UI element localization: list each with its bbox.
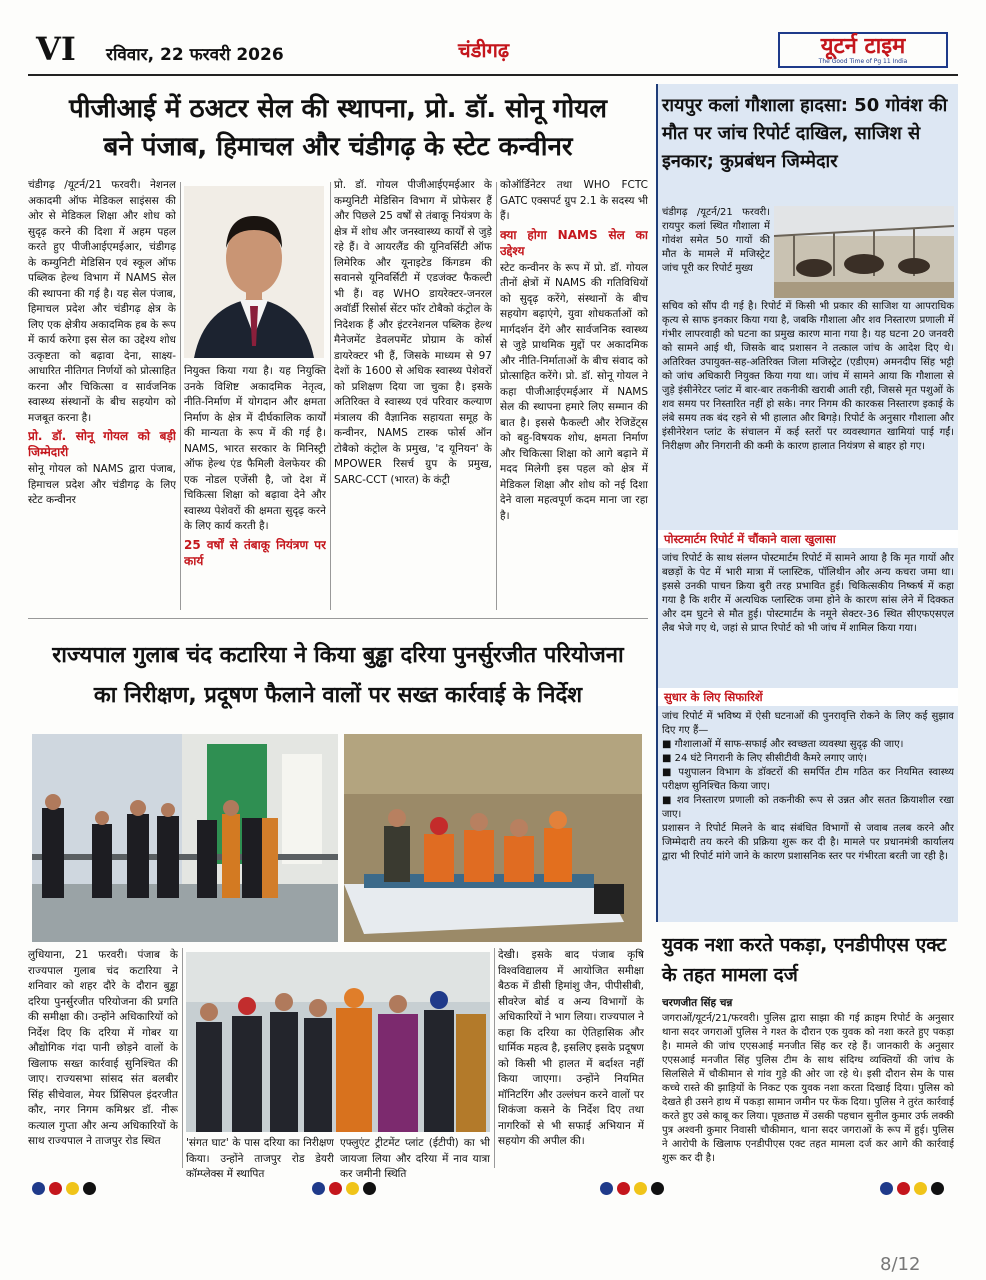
newspaper-logo: यूटर्न टाइम The Good Time of Pg 11 India [778,32,948,68]
story2-column-1: लुधियाना, 21 फरवरी। पंजाब के राज्यपाल गुलाब चंद कटारिया ने शनिवार को शहर दौरे के दौरान बुड्ढा दरिया पुनर्सुरजीत परियोजना की प्रगति की समीक्षा की। उन्होंने अधिकारियों को निर्देश दिए कि दरिया में गोबर या औद्योगिक गंदा पानी छोड़ने वालों के खिलाफ सख्त कार्रवाई सुनिश्चित की जाए। राज्यसभा सांसद संत बलबीर सिंह सीचेवाल, मेयर प्रिंसिपल इंदरजीत कौर, नगर निगम कमिश्नर डॉ. नीरू कत्याल गुप्ता और अन्य अधिकारियों के साथ राज्यपाल ने ताजपुर रोड स्थित [28,949,178,1147]
story3-subhead-2: सुधार के लिए सिफारिशें [658,688,958,706]
page-number: VI [36,30,76,68]
inspection-photo-1 [32,734,338,942]
story1-column-2: नियुक्त किया गया है। यह नियुक्ति उनके विशिष्ट अकादमिक नेतृत्व, नीति-निर्माण में योगदान और क्षमता निर्माण के क्षेत्र में दीर्घकालिक कार्यों की मान्यता के रूप में की गई है। NAMS, भारत सरकार के मिनिस्ट्री ऑफ हेल्थ एंड फैमिली वेलफेयर की एक नोडल एजेंसी है, जो देश में चिकित्सा शिक्षा को बढ़ावा देने और स्वास्थ्य पेशेवरों की क्षमता सुदृढ़ करने के लिए कार्य करती है। 25 वर्षों से तंबाकू नियंत्रण पर कार्य [184,365,326,568]
story4-headline: युवक नशा करते पकड़ा, एनडीपीएस एक्ट के तहत मामला दर्ज [662,934,947,986]
portrait-photo [184,186,324,358]
bullet-item: ■ 24 घंटे निगरानी के लिए सीसीटीवी कैमरे लगाए जाएं। [662,753,868,764]
story2-headline: राज्यपाल गुलाब चंद कटारिया ने किया बुड्ढा दरिया पुनर्सुरजीत परियोजना का निरीक्षण, प्रदूषण फैलाने वालों पर सख्त कार्रवाई के निर्देश [52,643,624,708]
color-registration-dots [32,1180,100,1200]
inspection-photo-2 [186,952,490,1132]
issue-date: रविवार, 22 फरवरी 2026 [106,45,284,65]
story4-body: जगराओं/यूटर्न/21/फरवरी। पुलिस द्वारा साझा की गई क्राइम रिपोर्ट के अनुसार थाना सदर जगराओं पुलिस ने गश्त के दौरान एक युवक को नशा करते हुए पकड़ा है। मामले की जांच एएसआई मनजीत सिंह कर रहे हैं। जानकारी के अनुसार एएसआई मनजीत सिंह पुलिस टीम के साथ संदिग्ध व्यक्तियों की जांच के सिलसिले में चौकीमान से गांव गुड़े की ओर जा रहे थे। इसी दौरान सेम के पास कच्चे रास्ते की झाड़ियों के निकट एक युवक नशा करता दिखाई दिया। पुलिस को देखते ही उसने हाथ में पकड़ा सामान जमीन पर फेंक दिया। पुलिस ने तुरंत कार्रवाई करते हुए उसे काबू कर लिया। पूछताछ में उसकी पहचान सुनील कुमार उर्फ लक्की पुत्र अश्वनी कुमार निवासी चौकीमान, थाना सदर जगराओं के रूप में हुई। पुलिस ने आरोपी के खिलाफ एनडीपीएस एक्ट तहत मामला दर्ज कर आगे की कार्रवाई शुरू कर दी है। [662,1013,954,1164]
column-rule [494,948,495,1168]
story1-subhead-2: 25 वर्षों से तंबाकू नियंत्रण पर कार्य [184,537,326,568]
story3-body-3: जांच रिपोर्ट में भविष्य में ऐसी घटनाओं की पुनरावृत्ति रोकने के लिए कई सुझाव दिए गए हैं— ■ गौशालाओं में साफ-सफाई और स्वच्छता व्यवस्था सुदृढ़ की जाए। ■ 24 घंटे निगरानी के लिए सीसीटीवी कैमरे लगाए जाएं। ■ पशुपालन विभाग के डॉक्टरों की समर्पित टीम गठित कर नियमित स्वास्थ्य परीक्षण सुनिश्चित किया जाए। ■ शव निस्तारण प्रणाली को तकनीकी रूप से उन्नत और सतत क्रियाशील रखा जाए। प्रशासन ने रिपोर्ट मिलने के बाद संबंधित विभागों से जवाब तलब करने और जिम्मेदारी तय करने की प्रक्रिया शुरू कर दी है। मामले पर प्रधानमंत्री कार्यालय द्वारा भी रिपोर्ट मांगे जाने के कारण प्रशासनिक स्तर पर गंभीरता बरती जा रही है। [662,711,954,862]
column-rule [330,182,331,610]
page-header [28,26,958,76]
bullet-item: ■ पशुपालन विभाग के डॉक्टरों की समर्पित टीम गठित कर नियमित स्वास्थ्य परीक्षण सुनिश्चित किया जाए। [662,767,954,792]
boat-ride-photo [344,734,642,942]
bullet-item: ■ शव निस्तारण प्रणाली को तकनीकी रूप से उन्नत और सतत क्रियाशील रखा जाए। [662,795,954,820]
column-rule [182,948,183,1168]
story1-headline: पीजीआई में ठअटर सेल की स्थापना, प्रो. डॉ. सोनू गोयल बने पंजाब, हिमाचल और चंडीगढ़ के स्टेट कन्वीनर [69,94,607,162]
edition-city: चंडीगढ़ [458,38,510,62]
color-registration-dots [600,1180,668,1200]
story3-subhead-1: पोस्टमार्टम रिपोर्ट में चौंकाने वाला खुलासा [658,530,958,548]
story2-column-4: देखी। इसके बाद पंजाब कृषि विश्वविद्यालय में आयोजित समीक्षा बैठक में डीसी हिमांशु जैन, पीपीसीबी, सीवरेज बोर्ड व अन्य विभागों के अधिकारियों ने भाग लिया। राज्यपाल ने कहा कि दरिया का ऐतिहासिक और धार्मिक महत्व है, इसलिए इसके प्रदूषण को किसी भी हालत में बर्दाश्त नहीं किया जाएगा। उन्होंने नियमित मॉनिटरिंग और उल्लंघन करने वालों पर शिकंजा कसने के निर्देश दिए तथा नागरिकों से भी सफाई अभियान में सहयोग की अपील की। [498,949,644,1147]
section-rule [28,618,648,619]
column-rule [180,182,181,610]
color-registration-dots [312,1180,380,1200]
bullet-item: ■ गौशालाओं में साफ-सफाई और स्वच्छता व्यवस्था सुदृढ़ की जाए। [662,739,904,750]
story2-column-2: 'संगत घाट' के पास दरिया का निरीक्षण किया। उन्होंने ताजपुर रोड डेयरी कॉम्प्लेक्स में स्थापित [186,1137,334,1180]
story3-headline: रायपुर कलां गौशाला हादसा: 50 गोवंश की मौत पर जांच रिपोर्ट दाखिल, साजिश से इनकार; कुप्रबंधन जिम्मेदार [662,95,948,172]
color-registration-dots [880,1180,948,1200]
story1-subhead-1: प्रो. डॉ. सोनू गोयल को बड़ी जिम्मेदारी [28,429,176,459]
story3-lead: चंडीगढ़ /यूटर्न/21 फरवरी। रायपुर कलां स्थित गौशाला में गोवंश समेत 50 गायों की मौत के मामले में मजिस्ट्रेट जांच पूरी कर रिपोर्ट मुख्य [662,207,770,274]
story1-subhead-3: क्या होगा NAMS सेल का उद्देश्य [500,227,648,258]
story4-byline: चरणजीत सिंह चन्न [662,997,733,1009]
story1-column-1: चंडीगढ़ /यूटर्न/21 फरवरी। नेशनल अकादमी ऑफ मेडिकल साइंसस की ओर से मेडिकल शिक्षा और शोध को सुदृढ़ करने की दिशा में अहम पहल करते हुए पीजीआईएमईआर, चंडीगढ़ के कम्युनिटी मेडिसिन एवं स्कूल ऑफ पब्लिक हेल्थ विभाग में NAMS सेल की स्थापना की गई है। यह सेल पंजाब, हिमाचल प्रदेश और चंडीगढ़ क्षेत्र के लिए एक क्षेत्रीय अकादमिक हब के रूप में कार्य करेगा इस सेल का उद्देश्य शोध उत्कृष्टता को बढ़ावा देना, साक्ष्य-आधारित नीतिगत निर्णयों को प्रोत्साहित करना और चिकित्सा व सार्वजनिक स्वास्थ्य संस्थानों के बीच सहयोग को मजबूत करना है। प्रो. डॉ. सोनू गोयल को बड़ी जिम्मेदारी सोनू गोयल को NAMS द्वारा पंजाब, हिमाचल प्रदेश और चंडीगढ़ के लिए स्टेट कन्वीनर [28,179,176,506]
column-rule [496,182,497,610]
cowshed-photo [774,206,954,298]
story3-body-2: जांच रिपोर्ट के साथ संलग्न पोस्टमार्टम रिपोर्ट में सामने आया है कि मृत गायों और बछड़ों के पेट में भारी मात्रा में प्लास्टिक, पॉलिथीन और अन्य कचरा जमा था। इससे उनकी पाचन क्रिया बुरी तरह प्रभावित हुई। चिकित्सकीय निष्कर्ष में कहा गया है कि शरीर में अत्यधिक प्लास्टिक जमा होने के कारण सांस लेने में दिक्कत और दम घुटने से मौत हुई। पोस्टमार्टम के नमूने सेक्टर-36 स्थित सीएफएसएल लैब भेजे गए थे, जहां से प्राप्त रिपोर्ट को भी जांच में शामिल किया गया। [662,553,954,634]
story1-column-3: प्रो. डॉ. गोयल पीजीआईएमईआर के कम्युनिटी मेडिसिन विभाग में प्रोफेसर हैं और पिछले 25 वर्षों से तंबाकू नियंत्रण के क्षेत्र में शोध और जनस्वास्थ्य कार्यों से जुड़े रहे हैं। वे आयरलैंड की यूनिवर्सिटी ऑफ लिमेरिक और यूनाइटेड किंगडम की सवानसे यूनिवर्सिटी में एडजंक्ट फैकल्टी भी हैं। वह WHO डायरेक्टर-जनरल अवॉर्डी रिसोर्स सेंटर फॉर टोबैको कंट्रोल के निदेशक हैं और इंटरनेशनल पब्लिक हेल्थ मैनेजमेंट डेवलपमेंट प्रोग्राम के कोर्स डायरेक्टर भी हैं, जिसके माध्यम से 97 देशों के 1600 से अधिक स्वास्थ्य पेशेवरों को प्रशिक्षण दिया जा चुका है। इसके अतिरिक्त वे स्वास्थ्य एवं परिवार कल्याण मंत्रालय की वैज्ञानिक सहायता समूह के कन्वीनर, NAMS टास्क फोर्स ऑन टोबैको कंट्रोल के प्रमुख, 'द यूनियन' के MPOWER रिसर्च ग्रुप के प्रमुख, SARC-CCT (भारत) के कंट्री [334,179,492,486]
story3-body-1: सचिव को सौंप दी गई है। रिपोर्ट में किसी भी प्रकार की साजिश या आपराधिक कृत्य से साफ इनकार किया गया है, जबकि गौशाला और शव निस्तारण प्रणाली में गंभीर लापरवाही को घटना का प्रमुख कारण माना गया है। यह घटना 20 जनवरी को सामने आई थी, जिसके बाद प्रशासन ने तत्काल जांच के आदेश दिए थे। अतिरिक्त उपायुक्त-सह-अतिरिक्त जिला मजिस्ट्रेट (एडीएम) अमनदीप सिंह भट्टी को जांच अधिकारी नियुक्त किया गया था। जांच में सामने आया कि गौशाला से जुड़े इंसीनेरेटर प्लांट में बार-बार तकनीकी खराबी आती रही, जिससे मृत पशुओं के शव समय पर निस्तारित नहीं हो सके। नगर निगम की कारकस निस्तारण इकाई के लंबे समय तक बंद रहने से भी हालात और बिगड़े। रिपोर्ट के अनुसार गौशाला और इंसीनेरेशन प्लांट के संचालन में कई स्तरों पर व्यवस्थागत खामियां पाई गईं। निरीक्षण और निगरानी की कमी के कारण हालात नियंत्रण से बाहर हो गए। [662,301,954,452]
page-counter: 8/12 [880,1254,921,1275]
story1-column-4: कोऑर्डिनेटर तथा WHO FCTC GATC एक्सपर्ट ग्रुप 2.1 के सदस्य भी हैं। क्या होगा NAMS सेल का उद्देश्य स्टेट कन्वीनर के रूप में प्रो. डॉ. गोयल तीनों क्षेत्रों में NAMS की गतिविधियों को सुदृढ़ करेंगे, संस्थानों के बीच सहयोग बढ़ाएंगे, युवा शोधकर्ताओं को मार्गदर्शन देंगे और सार्वजनिक स्वास्थ्य से जुड़े प्राथमिक मुद्दों पर अकादमिक और नीति-निर्माताओं के बीच संवाद को प्रोत्साहित करेंगे। प्रो. डॉ. सोनू गोयल ने कहा पीजीआईएमईआर में NAMS सेल की स्थापना हमारे लिए सम्मान की बात है। इससे फैकल्टी और रेजिडेंट्स को बहु-विषयक शोध, क्षमता निर्माण और चिकित्सा शिक्षा को आगे बढ़ाने में मदद मिलेगी इस पहल को क्षेत्र में मेडिकल शिक्षा और शोध को नई दिशा देने वाला महत्वपूर्ण कदम माना जा रहा है। [500,179,648,522]
story2-column-3: एफ्लुएंट ट्रीटमेंट प्लांट (ईटीपी) का भी जायजा लिया और दरिया में नाव यात्रा कर जमीनी स्थिति [340,1137,490,1180]
